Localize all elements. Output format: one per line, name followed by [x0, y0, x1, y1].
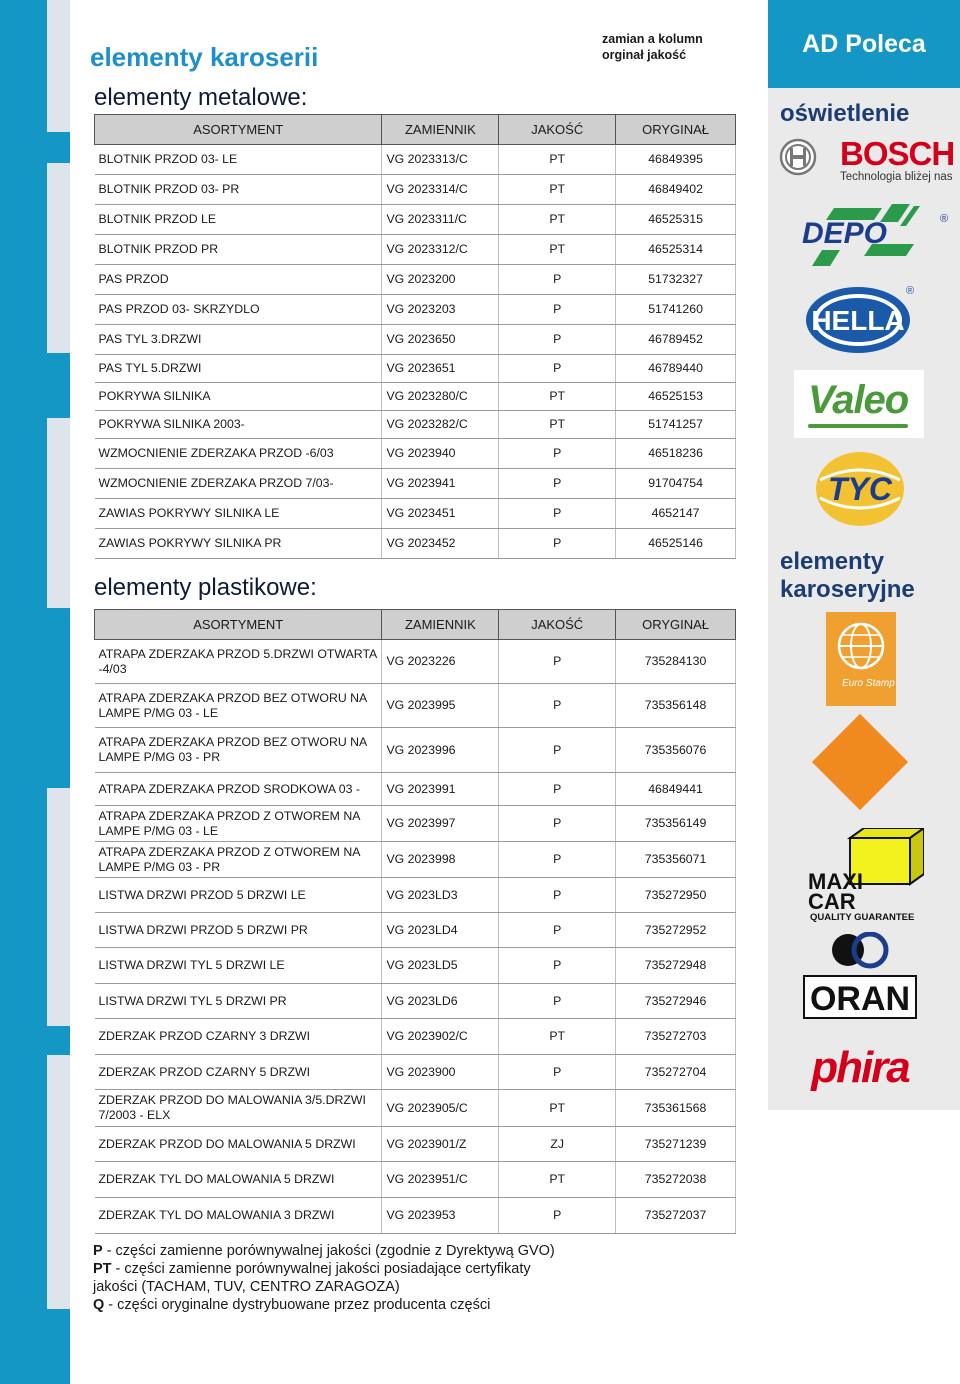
quality-cell: P	[499, 728, 616, 773]
quality-cell: PT	[499, 145, 616, 175]
depo-logo	[802, 200, 952, 270]
replacement-cell: VG 2023226	[382, 640, 499, 684]
table-row	[95, 205, 736, 235]
original-number-cell: 735272037	[616, 1198, 736, 1234]
valeo-wordmark: Valeo	[808, 378, 909, 422]
replacement-cell: VG 2023313/C	[382, 145, 499, 175]
part-name-cell: LISTWA DRZWI TYL 5 DRZWI PR	[95, 984, 382, 1019]
table-row	[95, 411, 736, 439]
page-title: elementy karoserii	[90, 42, 319, 72]
header-note-line: zamian a kolumn	[602, 32, 703, 46]
table-row	[95, 383, 736, 411]
table-row	[95, 640, 736, 684]
original-number-cell: 91704754	[616, 469, 736, 499]
quality-cell: P	[499, 1198, 616, 1234]
oran-circle-icon	[802, 932, 918, 1020]
tyc-sphere-icon	[814, 450, 906, 528]
oran-logo	[802, 932, 918, 1020]
quality-cell: P	[499, 684, 616, 728]
quality-legend	[93, 1242, 555, 1314]
quality-cell: P	[499, 773, 616, 806]
quality-cell: ZJ	[499, 1127, 616, 1162]
replacement-cell: VG 2023991	[382, 773, 499, 806]
orange-diamond-logo	[812, 714, 908, 810]
legend-line	[93, 1278, 555, 1296]
strip-segment	[47, 1055, 70, 1309]
part-name-cell: POKRYWA SILNIKA 2003-	[95, 411, 382, 439]
depo-stripes-icon	[802, 200, 952, 270]
part-name-cell: WZMOCNIENIE ZDERZAKA PRZOD 7/03-	[95, 469, 382, 499]
table-row	[95, 1055, 736, 1090]
original-number-cell: 735284130	[616, 640, 736, 684]
brand-sidebar	[768, 0, 960, 1110]
part-name-cell: ZAWIAS POKRYWY SILNIKA PR	[95, 529, 382, 559]
original-number-cell: 46518236	[616, 439, 736, 469]
part-name-cell: PAS PRZOD	[95, 265, 382, 295]
original-number-cell: 46525153	[616, 383, 736, 411]
original-number-cell: 735272950	[616, 878, 736, 913]
quality-cell: P	[499, 469, 616, 499]
replacement-cell: VG 2023998	[382, 842, 499, 878]
replacement-cell: VG 2023LD3	[382, 878, 499, 913]
quality-cell: PT	[499, 205, 616, 235]
table-row	[95, 175, 736, 205]
replacement-cell: VG 2023LD4	[382, 913, 499, 948]
left-decorative-strip	[0, 0, 70, 1384]
replacement-cell: VG 2023451	[382, 499, 499, 529]
quality-cell: PT	[499, 1090, 616, 1127]
plastic-section-title: elementy plastikowe:	[94, 574, 317, 601]
legend-line	[93, 1242, 555, 1260]
column-header: ORYGINAŁ	[616, 610, 736, 640]
quality-cell: P	[499, 878, 616, 913]
quality-cell: P	[499, 355, 616, 383]
quality-cell: P	[499, 295, 616, 325]
table-row	[95, 295, 736, 325]
strip-segment	[47, 163, 70, 353]
part-name-cell: ZAWIAS POKRYWY SILNIKA LE	[95, 499, 382, 529]
table-row	[95, 439, 736, 469]
metal-parts-table	[94, 114, 736, 559]
original-number-cell: 46789440	[616, 355, 736, 383]
original-number-cell: 46789452	[616, 325, 736, 355]
plastic-parts-table	[94, 609, 736, 1234]
part-name-cell: ATRAPA ZDERZAKA PRZOD BEZ OTWORU NA LAMPE P/MG 03 - LE	[95, 684, 382, 728]
table-row	[95, 984, 736, 1019]
table-row	[95, 529, 736, 559]
strip-segment	[47, 418, 70, 608]
quality-cell: P	[499, 913, 616, 948]
replacement-cell: VG 2023900	[382, 1055, 499, 1090]
table-row	[95, 235, 736, 265]
column-header: ZAMIENNIK	[382, 610, 499, 640]
part-name-cell: POKRYWA SILNIKA	[95, 383, 382, 411]
table-row	[95, 355, 736, 383]
svg-text:TYC: TYC	[828, 471, 892, 507]
original-number-cell: 735356149	[616, 806, 736, 842]
table-row	[95, 499, 736, 529]
maxicar-logo	[808, 828, 958, 924]
original-number-cell: 46849395	[616, 145, 736, 175]
svg-text:ORAN: ORAN	[809, 980, 911, 1018]
quality-cell: P	[499, 499, 616, 529]
original-number-cell: 51732327	[616, 265, 736, 295]
column-header: ORYGINAŁ	[616, 115, 736, 145]
part-name-cell: WZMOCNIENIE ZDERZAKA PRZOD -6/03	[95, 439, 382, 469]
original-number-cell: 735272038	[616, 1162, 736, 1198]
column-header: JAKOŚĆ	[499, 115, 616, 145]
replacement-cell: VG 2023LD5	[382, 948, 499, 984]
part-name-cell: ZDERZAK TYL DO MALOWANIA 5 DRZWI	[95, 1162, 382, 1198]
table-row	[95, 265, 736, 295]
bosch-armature-icon	[778, 137, 818, 177]
table-row	[95, 1162, 736, 1198]
quality-cell: PT	[499, 1019, 616, 1055]
valeo-logo	[794, 370, 924, 438]
strip-segment	[47, 788, 70, 1026]
svg-text:DEPO: DEPO	[802, 217, 888, 250]
table-row	[95, 145, 736, 175]
replacement-cell: VG 2023902/C	[382, 1019, 499, 1055]
replacement-cell: VG 2023651	[382, 355, 499, 383]
eurostamp-globe-icon	[826, 612, 896, 706]
part-name-cell: BLOTNIK PRZOD LE	[95, 205, 382, 235]
sidebar-section-body-line: elementy	[780, 548, 885, 575]
replacement-cell: VG 2023953	[382, 1198, 499, 1234]
hella-logo	[804, 282, 916, 356]
sidebar-section-body	[780, 548, 915, 604]
quality-cell: P	[499, 439, 616, 469]
original-number-cell: 735356071	[616, 842, 736, 878]
table-row	[95, 806, 736, 842]
hella-oval-icon	[804, 282, 916, 356]
original-number-cell: 51741257	[616, 411, 736, 439]
phira-wordmark-icon	[790, 1040, 930, 1092]
quality-cell: P	[499, 640, 616, 684]
legend-key: Q	[93, 1297, 105, 1313]
part-name-cell: BLOTNIK PRZOD 03- LE	[95, 145, 382, 175]
part-name-cell: ATRAPA ZDERZAKA PRZOD 5.DRZWI OTWARTA -4/03	[95, 640, 382, 684]
metal-section-title: elementy metalowe:	[94, 84, 308, 111]
quality-cell: P	[499, 325, 616, 355]
part-name-cell: PAS TYL 3.DRZWI	[95, 325, 382, 355]
replacement-cell: VG 2023905/C	[382, 1090, 499, 1127]
column-header: ZAMIENNIK	[382, 115, 499, 145]
svg-text:phira: phira	[811, 1043, 909, 1092]
legend-text: jakości (TACHAM, TUV, CENTRO ZARAGOZA)	[93, 1279, 400, 1295]
svg-text:®: ®	[906, 285, 915, 297]
replacement-cell: VG 2023995	[382, 684, 499, 728]
replacement-cell: VG 2023311/C	[382, 205, 499, 235]
replacement-cell: VG 2023951/C	[382, 1162, 499, 1198]
original-number-cell: 46525146	[616, 529, 736, 559]
original-number-cell: 735272952	[616, 913, 736, 948]
sidebar-section-lighting: oświetlenie	[780, 100, 910, 127]
part-name-cell: ZDERZAK TYL DO MALOWANIA 3 DRZWI	[95, 1198, 382, 1234]
quality-cell: P	[499, 842, 616, 878]
part-name-cell: ATRAPA ZDERZAKA PRZOD BEZ OTWORU NA LAMPE P/MG 03 - PR	[95, 728, 382, 773]
svg-text:®: ®	[940, 213, 949, 225]
original-number-cell: 46849441	[616, 773, 736, 806]
original-number-cell: 735271239	[616, 1127, 736, 1162]
quality-cell: P	[499, 265, 616, 295]
part-name-cell: ATRAPA ZDERZAKA PRZOD Z OTWOREM NA LAMPE P/MG 03 - PR	[95, 842, 382, 878]
table-row	[95, 878, 736, 913]
legend-text: - części zamienne porównywalnej jakości posiadające certyfikaty	[111, 1261, 531, 1277]
table-row	[95, 1198, 736, 1234]
replacement-cell: VG 2023941	[382, 469, 499, 499]
quality-cell: P	[499, 984, 616, 1019]
legend-text: - części oryginalne dystrybuowane przez producenta części	[104, 1297, 491, 1313]
column-header: JAKOŚĆ	[499, 610, 616, 640]
strip-segment	[47, 0, 70, 132]
original-number-cell: 4652147	[616, 499, 736, 529]
original-number-cell: 735272946	[616, 984, 736, 1019]
column-header: ASORTYMENT	[95, 115, 382, 145]
replacement-cell: VG 2023940	[382, 439, 499, 469]
table-row	[95, 773, 736, 806]
replacement-cell: VG 2023314/C	[382, 175, 499, 205]
bosch-logo	[778, 135, 954, 185]
replacement-cell: VG 2023200	[382, 265, 499, 295]
original-number-cell: 51741260	[616, 295, 736, 325]
bosch-tagline: Technologia bliżej nas	[840, 171, 953, 183]
eurostamp-wordmark: Euro Stamp	[842, 678, 895, 689]
table-row	[95, 469, 736, 499]
quality-cell: PT	[499, 235, 616, 265]
legend-key: P	[93, 1243, 103, 1259]
quality-cell: P	[499, 948, 616, 984]
part-name-cell: ZDERZAK PRZOD DO MALOWANIA 3/5.DRZWI 7/2003 - ELX	[95, 1090, 382, 1127]
part-name-cell: LISTWA DRZWI TYL 5 DRZWI LE	[95, 948, 382, 984]
legend-line	[93, 1260, 555, 1278]
replacement-cell: VG 2023LD6	[382, 984, 499, 1019]
sidebar-section-body-line: karoseryjne	[780, 576, 915, 603]
maxicar-wordmark: MAXI CAR	[808, 869, 863, 914]
original-number-cell: 735272703	[616, 1019, 736, 1055]
table-row	[95, 948, 736, 984]
bosch-wordmark: BOSCH	[840, 135, 955, 172]
quality-cell: P	[499, 1055, 616, 1090]
maxicar-tagline: QUALITY GUARANTEE	[810, 912, 915, 923]
phira-logo	[790, 1040, 930, 1092]
header-note	[602, 31, 703, 63]
original-number-cell: 735361568	[616, 1090, 736, 1127]
part-name-cell: LISTWA DRZWI PRZOD 5 DRZWI LE	[95, 878, 382, 913]
table-row	[95, 913, 736, 948]
original-number-cell: 735356148	[616, 684, 736, 728]
quality-cell: PT	[499, 411, 616, 439]
table-row	[95, 684, 736, 728]
quality-cell: PT	[499, 383, 616, 411]
legend-line	[93, 1296, 555, 1314]
part-name-cell: ATRAPA ZDERZAKA PRZOD Z OTWOREM NA LAMPE P/MG 03 - LE	[95, 806, 382, 842]
replacement-cell: VG 2023312/C	[382, 235, 499, 265]
part-name-cell: BLOTNIK PRZOD 03- PR	[95, 175, 382, 205]
part-name-cell: BLOTNIK PRZOD PR	[95, 235, 382, 265]
original-number-cell: 735272948	[616, 948, 736, 984]
part-name-cell: LISTWA DRZWI PRZOD 5 DRZWI PR	[95, 913, 382, 948]
replacement-cell: VG 2023650	[382, 325, 499, 355]
part-name-cell: ZDERZAK PRZOD DO MALOWANIA 5 DRZWI	[95, 1127, 382, 1162]
table-header-row	[95, 115, 736, 145]
table-row	[95, 325, 736, 355]
legend-text: - części zamienne porównywalnej jakości (zgodnie z Dyrektywą GVO)	[102, 1243, 555, 1259]
replacement-cell: VG 2023996	[382, 728, 499, 773]
table-row	[95, 1090, 736, 1127]
table-row	[95, 1127, 736, 1162]
replacement-cell: VG 2023282/C	[382, 411, 499, 439]
legend-key: PT	[93, 1261, 112, 1277]
original-number-cell: 735272704	[616, 1055, 736, 1090]
original-number-cell: 735356076	[616, 728, 736, 773]
part-name-cell: ZDERZAK PRZOD CZARNY 5 DRZWI	[95, 1055, 382, 1090]
original-number-cell: 46849402	[616, 175, 736, 205]
table-header-row	[95, 610, 736, 640]
quality-cell: P	[499, 806, 616, 842]
quality-cell: P	[499, 529, 616, 559]
original-number-cell: 46525315	[616, 205, 736, 235]
part-name-cell: ATRAPA ZDERZAKA PRZOD SRODKOWA 03 -	[95, 773, 382, 806]
sidebar-banner: AD Poleca	[768, 0, 960, 88]
replacement-cell: VG 2023280/C	[382, 383, 499, 411]
tyc-logo	[814, 450, 906, 528]
quality-cell: PT	[499, 1162, 616, 1198]
svg-text:HELLA: HELLA	[811, 305, 905, 336]
quality-cell: PT	[499, 175, 616, 205]
table-row	[95, 1019, 736, 1055]
table-row	[95, 728, 736, 773]
part-name-cell: PAS TYL 5.DRZWI	[95, 355, 382, 383]
replacement-cell: VG 2023203	[382, 295, 499, 325]
replacement-cell: VG 2023997	[382, 806, 499, 842]
part-name-cell: ZDERZAK PRZOD CZARNY 3 DRZWI	[95, 1019, 382, 1055]
table-row	[95, 842, 736, 878]
column-header: ASORTYMENT	[95, 610, 382, 640]
replacement-cell: VG 2023452	[382, 529, 499, 559]
eurostamp-logo	[826, 612, 896, 706]
original-number-cell: 46525314	[616, 235, 736, 265]
replacement-cell: VG 2023901/Z	[382, 1127, 499, 1162]
header-note-line: orginał jakość	[602, 48, 687, 62]
part-name-cell: PAS PRZOD 03- SKRZYDLO	[95, 295, 382, 325]
